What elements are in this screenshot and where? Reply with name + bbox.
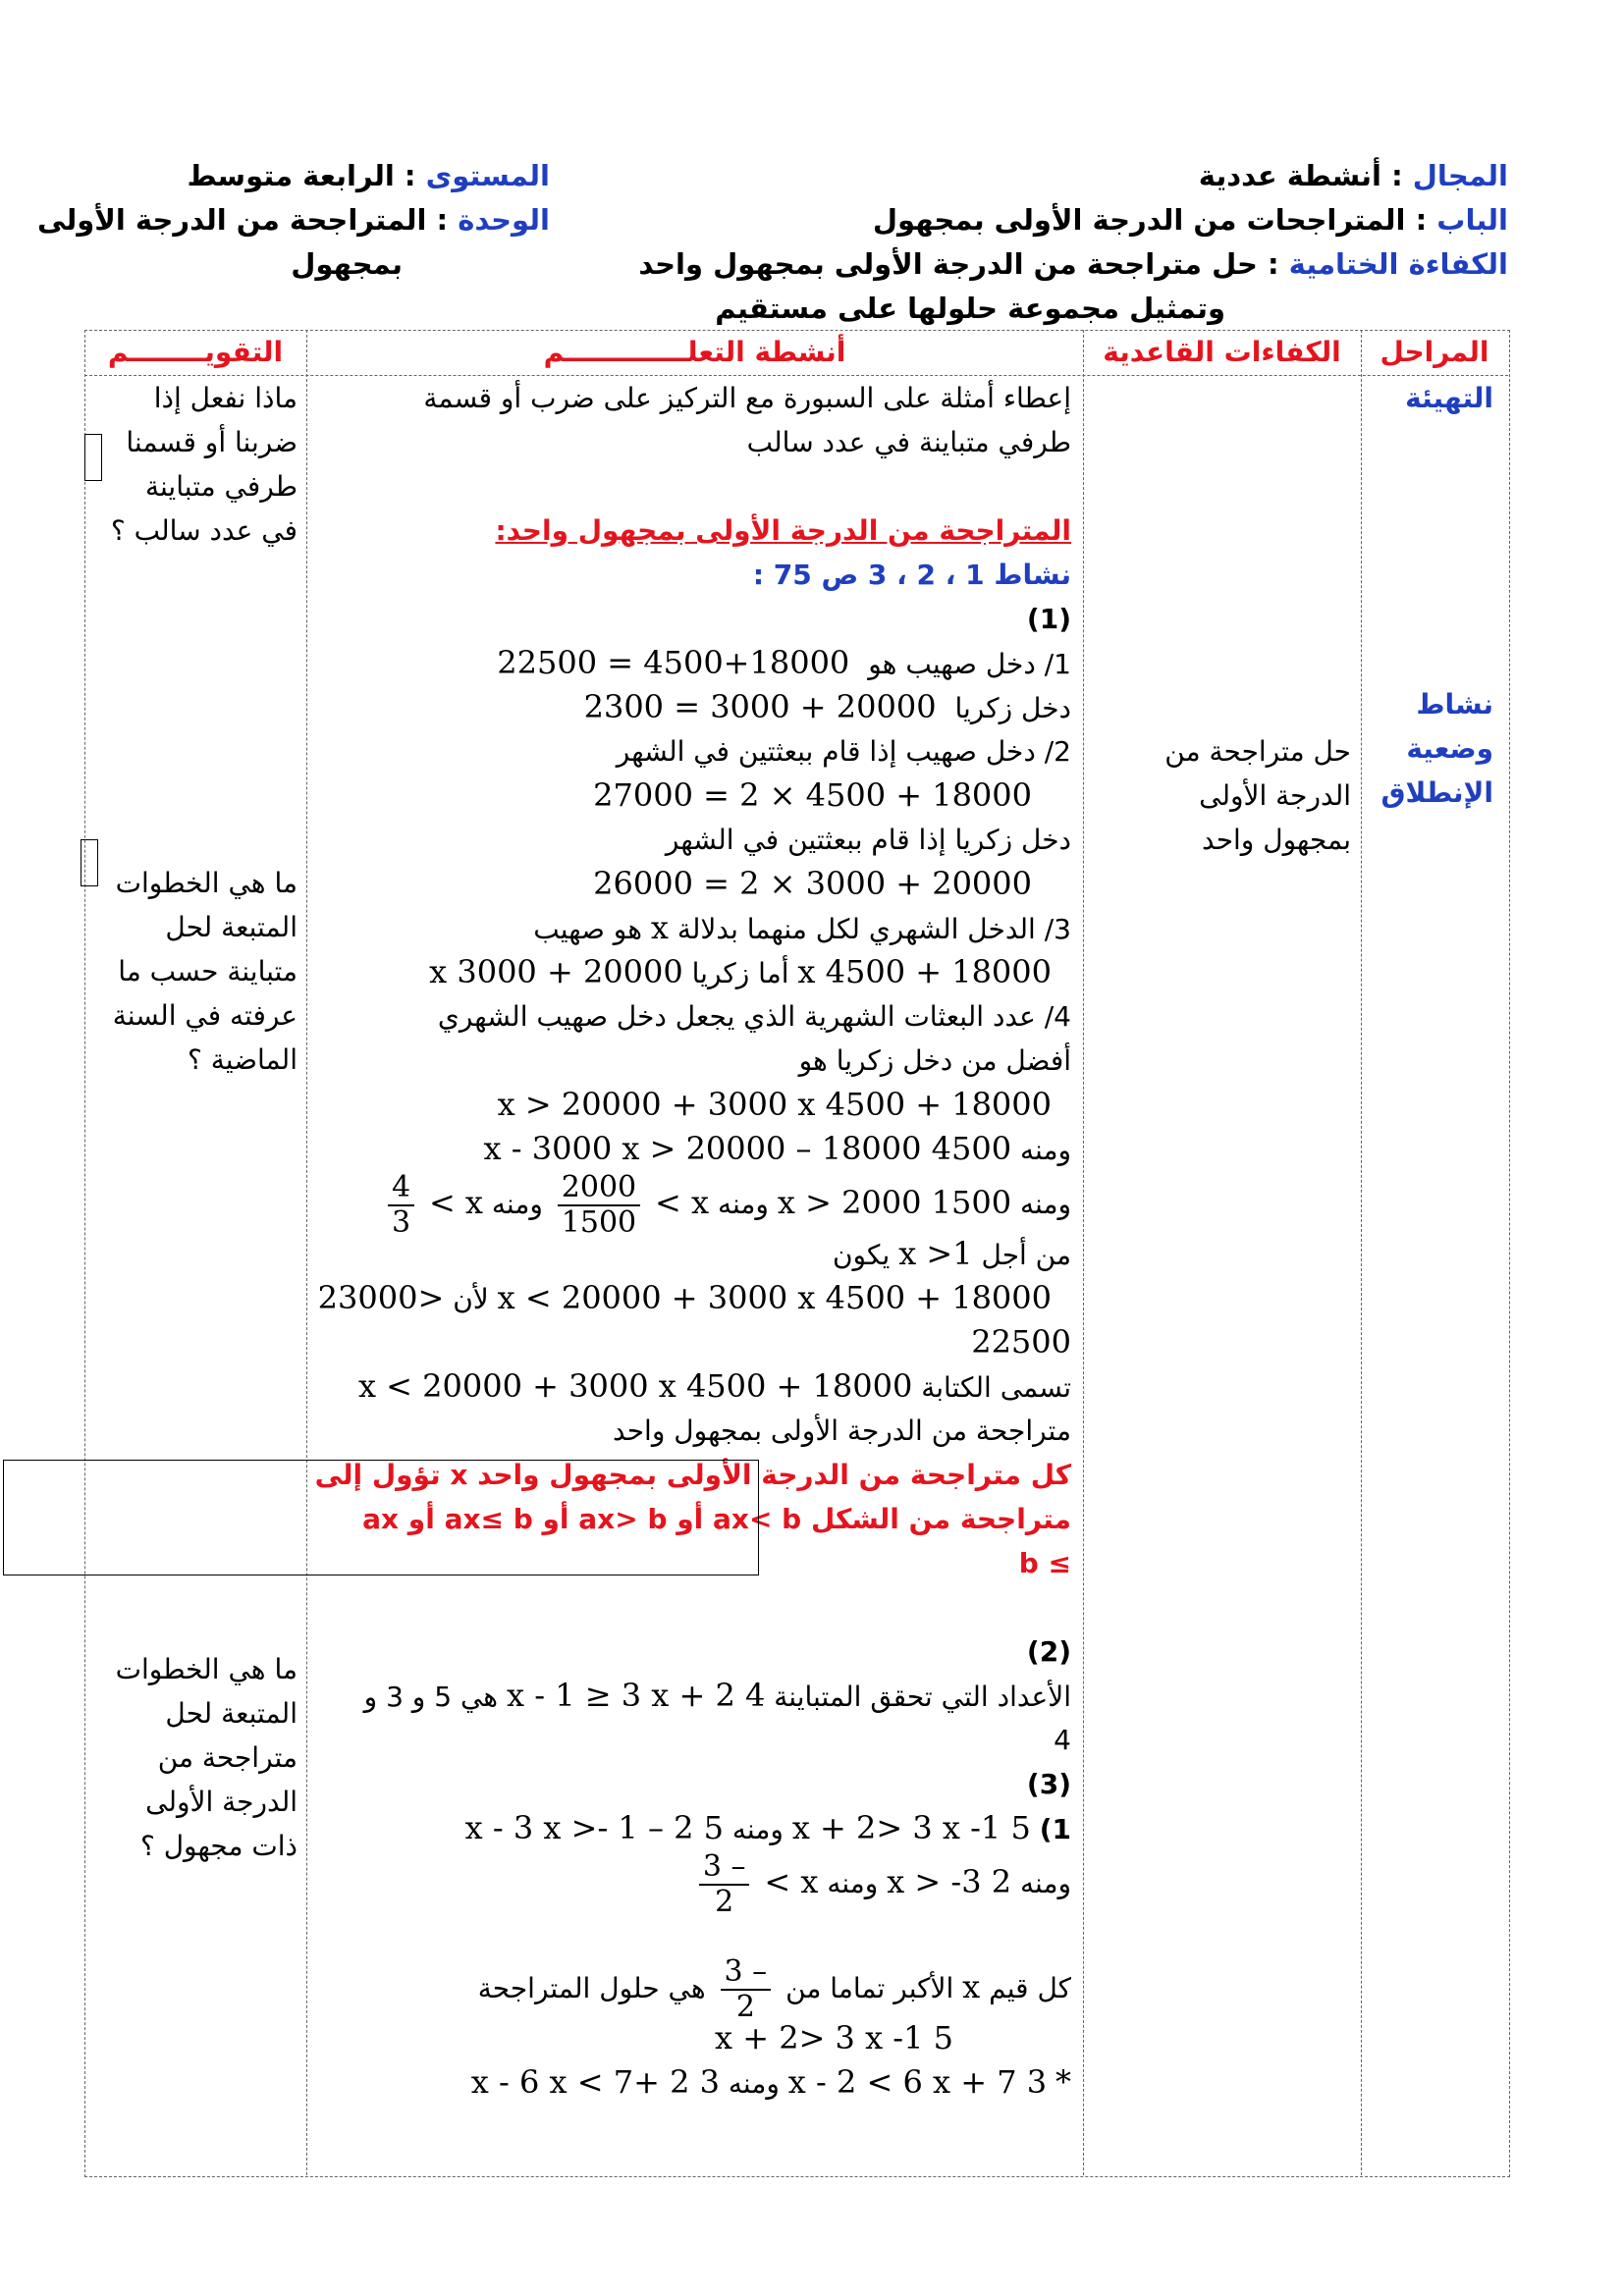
activity-line: أفضل من دخل زكريا هو (798, 1044, 1071, 1077)
math: 5 x + 2> 3 x -1 (715, 2019, 953, 2056)
math: 18000 + 4500 x < 20000 + 3000 x (357, 1367, 913, 1405)
activity-line (315, 906, 1071, 950)
fraction (699, 1850, 750, 1919)
column-header-activities: أنشطة التعلـــــــــــــم (543, 336, 846, 368)
section-title: المتراجحة من الدرجة الأولى بمجهول واحد: (495, 514, 1071, 547)
stage-launch (1380, 682, 1493, 815)
activity-line: 2/ دخل صهيب إذا قام ببعثتين في الشهر (616, 735, 1071, 768)
activity-reference: نشاط 1 ، 2 ، 3 ص 75 : (752, 559, 1071, 591)
numerator: – 3 (721, 1955, 772, 1991)
unit-line-2 (291, 241, 403, 287)
text: تسمى الكتابة (921, 1371, 1071, 1404)
activities-column (315, 376, 1071, 2105)
stage-launch-2: وضعية (1406, 732, 1493, 765)
part-2-label: (2) (1026, 1635, 1071, 1668)
evaluation-line: المتبعة لحل (165, 1697, 298, 1730)
activity-line (315, 1276, 1071, 1320)
rule-line: متراجحة من الشكل ax< b أو ax> b أو ax≤ b أو ax (362, 1503, 1071, 1535)
math: 1500 x > 2000 (777, 1184, 1012, 1221)
activity-line (315, 2060, 1071, 2105)
text: من أجل (981, 1239, 1071, 1271)
evaluation-line: متباينة حسب ما (118, 955, 298, 988)
activity-line (315, 2016, 1071, 2060)
activity-line (315, 862, 1071, 906)
text: يكون (832, 1239, 891, 1271)
competency-cell-line: الدرجة الأولى (1199, 779, 1351, 812)
math: x (650, 909, 669, 946)
domain-value: أنشطة عددية (1198, 159, 1381, 192)
activity-line (315, 1674, 1071, 1718)
text: ومنه (827, 1867, 879, 1899)
activity-line (315, 685, 1071, 729)
text: كل قيم (989, 1972, 1071, 2004)
text: ومنه (1020, 1188, 1071, 1220)
activity-line: 4 (1054, 1724, 1071, 1756)
activity-line (315, 1127, 1071, 1171)
text: 3/ الدخل الشهري لكل منهما بدلالة (676, 913, 1071, 945)
text: هو صهيب (533, 913, 643, 945)
rule-frame (3, 1460, 759, 1575)
column-divider (1361, 330, 1362, 2175)
fraction (558, 1171, 640, 1240)
unit-line: الوحدة : المتراجحة من الدرجة الأولى (37, 203, 550, 237)
rule-line: كل متراجحة من الدرجة الأولى بمجهول واحد x تؤول إلى (314, 1459, 1071, 1491)
math: 4 x - 1 ≥ 3 x + 2 (506, 1677, 766, 1714)
chapter-value: المتراجحات من الدرجة الأولى بمجهول (872, 203, 1406, 237)
competency-line: الكفاءة الختامية : حل متراجحة من الدرجة الأولى بمجهول واحد (638, 247, 1508, 281)
fraction (388, 1171, 414, 1240)
part-3-label: (3) (1026, 1768, 1071, 1800)
chapter-label: الباب (1436, 203, 1508, 237)
level-line: المستوى : الرابعة متوسط (187, 159, 550, 192)
evaluation-line: ماذا نفعل إذا (153, 382, 298, 414)
rule-line: ≥ b (1018, 1547, 1071, 1579)
column-header-stages: المراحل (1380, 336, 1489, 368)
fraction (721, 1955, 772, 2024)
math: 5 x - 3 x >- 1 – 2 (464, 1809, 725, 1846)
math: 20000 + 3000 = 2300 (583, 688, 937, 725)
activity-line (315, 1364, 1071, 1409)
activity-line: متراجحة من الدرجة الأولى بمجهول واحد (613, 1415, 1071, 1447)
activity-line (315, 1849, 1071, 1919)
activity-line (315, 1170, 1071, 1240)
numerator: 2000 (558, 1171, 640, 1206)
denominator: 3 (391, 1205, 411, 1240)
evaluation-line: الدرجة الأولى (145, 1786, 298, 1818)
activity-line (315, 641, 1071, 685)
math: 18000 + 4500 x > 20000 + 3000 x (497, 1086, 1052, 1123)
denominator: 2 (735, 1990, 755, 2024)
column-divider (1083, 330, 1084, 2175)
text: هي 5 و 3 و (363, 1681, 499, 1713)
text: ومنه (1020, 1134, 1071, 1166)
text: ومنه (728, 2067, 780, 2100)
stage-launch-1: نشاط (1416, 688, 1493, 721)
evaluation-question-2 (113, 861, 298, 1082)
text: الأعداد التي تحقق المتباينة (774, 1681, 1071, 1713)
competency-value: حل متراجحة من الدرجة الأولى بمجهول واحد (638, 247, 1258, 281)
chapter-line: الباب : المتراجحات من الدرجة الأولى بمجهول (872, 203, 1508, 237)
numerator: 4 (388, 1171, 414, 1206)
math: x > (428, 1184, 483, 1221)
level-label: المستوى (425, 159, 550, 192)
activity-line: دخل زكريا إذا قام ببعثتين في الشهر (665, 824, 1071, 856)
level-value: الرابعة متوسط (187, 159, 395, 192)
evaluation-line: ذات مجهول ؟ (139, 1830, 298, 1862)
math: 20000 + 3000 × 2 = 26000 (593, 865, 1032, 902)
text: 1/ دخل صهيب هو (868, 648, 1071, 680)
math: 2 x > -3 (887, 1863, 1012, 1900)
evaluation-question-1 (111, 376, 298, 553)
evaluation-line: متراجحة من (157, 1741, 298, 1774)
text: لأن (453, 1283, 489, 1315)
math: 20000 + 3000 x (429, 953, 683, 990)
domain-line: المجال : أنشطة عددية (1198, 159, 1508, 192)
activity-line (315, 1954, 1071, 2024)
text: أما زكريا (691, 957, 789, 989)
competency-label: الكفاءة الختامية (1288, 247, 1508, 281)
activity-line (315, 1232, 1071, 1276)
evaluation-line: ما هي الخطوات (115, 867, 298, 899)
unit-value: المتراجحة من الدرجة الأولى (37, 203, 427, 237)
math: * (1055, 2063, 1071, 2101)
math: 18000+4500 = 22500 (497, 644, 850, 681)
math: x > (655, 1184, 710, 1221)
competency-cell-line: حل متراجحة من (1164, 735, 1351, 768)
stage-warmup: التهيئة (1405, 382, 1493, 414)
unit-label: الوحدة (458, 203, 550, 237)
math: 18000 + 4500 x (797, 953, 1052, 990)
intro-line: إعطاء أمثلة على السبورة مع التركيز على ضرب أو قسمة (423, 382, 1071, 414)
math: <23000 (317, 1279, 445, 1316)
evaluation-line: طرفي متباينة (144, 470, 298, 503)
stage-launch-3: الإنطلاق (1380, 776, 1493, 809)
activity-line (315, 1083, 1071, 1127)
activity-line (315, 950, 1071, 994)
numerator: – 3 (699, 1850, 750, 1886)
empty-marker-box (81, 839, 98, 886)
math: 22500 (971, 1323, 1071, 1361)
text: ومنه (1020, 1867, 1071, 1899)
column-header-evaluation: التقويــــــــم (107, 336, 284, 368)
text: ومنه (491, 1188, 543, 1220)
text: 1) (1039, 1813, 1071, 1845)
evaluation-line: الماضية ؟ (187, 1043, 298, 1076)
denominator: 2 (715, 1885, 734, 1919)
evaluation-question-3 (116, 1647, 298, 1868)
column-header-competencies: الكفاءات القاعدية (1103, 336, 1341, 368)
math: x >1 (898, 1235, 973, 1272)
empty-marker-box (84, 434, 102, 481)
unit-value-2: بمجهول (291, 247, 403, 281)
activity-line (315, 774, 1071, 818)
text: ومنه (717, 1188, 769, 1220)
math: 4500 x - 3000 x > 20000 – 18000 (483, 1130, 1012, 1167)
text: الأكبر تماما من (785, 1972, 954, 2004)
evaluation-line: ما هي الخطوات (115, 1653, 298, 1685)
domain-label: المجال (1412, 159, 1508, 192)
evaluation-line: ضربنا أو قسمنا (126, 426, 298, 458)
text: ومنه (731, 1813, 784, 1845)
evaluation-line: في عدد سالب ؟ (110, 514, 298, 547)
text: دخل زكريا (954, 692, 1071, 724)
math: x (962, 1968, 981, 2005)
denominator: 1500 (561, 1205, 637, 1240)
math: 3 x - 2 < 6 x + 7 (787, 2063, 1048, 2101)
column-divider (306, 330, 307, 2175)
evaluation-line: عرفته في السنة (112, 999, 298, 1032)
activity-line: 4/ عدد البعثات الشهرية الذي يجعل دخل صهيب الشهري (437, 1000, 1071, 1033)
activity-line (315, 1806, 1071, 1850)
math: 18000 + 4500 × 2 = 27000 (593, 776, 1032, 814)
competency-line-2 (715, 286, 1225, 331)
math: 18000 + 4500 x < 20000 + 3000 x (497, 1279, 1052, 1316)
math: 5 x + 2> 3 x -1 (791, 1809, 1031, 1846)
competency-cell (1164, 729, 1351, 862)
text: هي حلول المتراجحة (477, 1972, 706, 2004)
competency-value-2: وتمثيل مجموعة حلولها على مستقيم (715, 292, 1225, 325)
part-1-label: (1) (1026, 603, 1071, 635)
competency-cell-line: بمجهول واحد (1202, 824, 1351, 856)
math: 3 x - 6 x < 7+ 2 (470, 2063, 720, 2101)
intro-line: طرفي متباينة في عدد سالب (746, 426, 1071, 458)
evaluation-line: المتبعة لحل (165, 911, 298, 943)
activity-line (315, 1320, 1071, 1364)
math: x > (764, 1863, 819, 1900)
